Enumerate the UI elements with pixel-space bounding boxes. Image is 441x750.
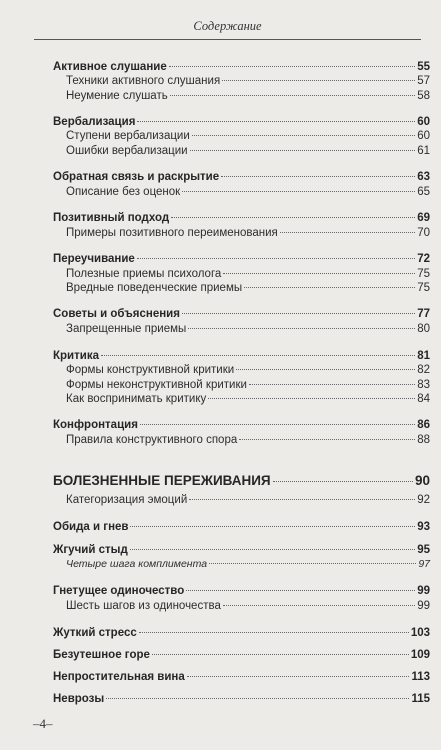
toc-entry: [66, 434, 430, 447]
toc-entry-title: Гнетущее одиночество: [53, 585, 185, 597]
toc-entry: [53, 308, 430, 321]
toc-entry: [66, 600, 430, 613]
toc-entry-page: 80: [417, 323, 430, 335]
toc-entry-title: Неврозы: [53, 693, 105, 705]
toc-entry-page: 75: [417, 282, 430, 294]
toc-entry-title: Непростительная вина: [53, 671, 185, 683]
toc-entry: [53, 521, 430, 534]
toc-entry: [53, 649, 430, 662]
toc-entry: [53, 693, 430, 706]
toc-entry: [53, 116, 430, 129]
dot-leader: [182, 191, 415, 192]
dot-leader: [273, 481, 413, 482]
toc-entry-title: Техники активного слушания: [66, 75, 221, 87]
dot-leader: [137, 121, 415, 122]
toc-entry: [66, 75, 430, 88]
toc-entry: [53, 212, 430, 225]
toc-entry-title: Запрещенные приемы: [66, 323, 187, 335]
toc-entry: [53, 585, 430, 598]
toc-entry-page: 90: [414, 473, 430, 488]
toc-entry-title: Советы и объяснения: [53, 308, 180, 320]
toc-entry: [66, 130, 430, 143]
toc-entry: [66, 186, 430, 199]
toc-entry-title: Жуткий стресс: [53, 627, 137, 639]
toc-entry: [53, 544, 430, 557]
dot-leader: [244, 287, 415, 288]
dot-leader: [170, 95, 416, 96]
dot-leader: [139, 632, 409, 633]
toc-entry-page: 61: [417, 145, 430, 157]
dot-leader: [208, 398, 415, 399]
toc-entry-page: 81: [417, 350, 430, 362]
dot-leader: [188, 328, 415, 329]
dot-leader: [221, 176, 415, 177]
toc-entry-title: Категоризация эмоций: [66, 494, 188, 506]
toc-entry-title: Примеры позитивного переименования: [66, 227, 278, 239]
toc-entry-page: 57: [417, 75, 430, 87]
toc-entry-title: Активное слушание: [53, 61, 167, 73]
toc-entry: [66, 282, 430, 295]
toc-entry: [53, 419, 430, 432]
toc-entry-title: Ступени вербализации: [66, 130, 190, 142]
toc-entry-title: Описание без оценок: [66, 186, 181, 198]
toc-entry-page: 84: [417, 393, 430, 405]
toc-entry-page: 77: [417, 308, 430, 320]
dot-leader: [152, 654, 409, 655]
toc-entry-page: 115: [411, 693, 430, 705]
toc-entry-title: Обида и гнев: [53, 521, 129, 533]
toc-entry: [53, 253, 430, 266]
toc-entry-title: Вредные поведенческие приемы: [66, 282, 243, 294]
toc-entry-title: Конфронтация: [53, 419, 138, 431]
toc-entry: [53, 671, 430, 684]
toc-entry: [66, 227, 430, 240]
toc-entry: [66, 90, 430, 103]
toc-entry-title: Вербализация: [53, 116, 136, 128]
toc-entry: [66, 364, 430, 377]
dot-leader: [190, 150, 416, 151]
toc-entry: [66, 268, 430, 281]
toc-entry-title: Неумение слушать: [66, 90, 168, 102]
toc-entry-title: Формы конструктивной критики: [66, 364, 235, 376]
dot-leader: [130, 549, 415, 550]
toc-entry-page: 60: [417, 116, 430, 128]
toc-entry-page: 92: [417, 494, 430, 506]
toc-section-entry: [53, 474, 430, 487]
header-rule: [34, 39, 421, 40]
toc-entry-page: 72: [417, 253, 430, 265]
toc-entry-title: Позитивный подход: [53, 212, 170, 224]
toc-entry-title: Ошибки вербализации: [66, 145, 188, 157]
dot-leader: [137, 258, 415, 259]
toc-entry: [66, 145, 430, 158]
dot-leader: [189, 499, 415, 500]
dot-leader: [280, 232, 415, 233]
toc-entry-title: Правила конструктивного спора: [66, 434, 238, 446]
toc-entry: [66, 393, 430, 406]
toc-entry: [53, 61, 430, 74]
dot-leader: [249, 384, 415, 385]
dot-leader: [223, 605, 415, 606]
toc-entry-title: Жгучий стыд: [53, 544, 128, 556]
dot-leader: [130, 526, 415, 527]
toc-entry-page: 113: [411, 671, 430, 683]
dot-leader: [171, 217, 415, 218]
toc-entry-page: 86: [417, 419, 430, 431]
toc-entry-page: 70: [417, 227, 430, 239]
toc-entry-title: Как воспринимать критику: [66, 393, 207, 405]
page-number: –4–: [33, 716, 53, 731]
dot-leader: [236, 369, 415, 370]
dot-leader: [106, 698, 409, 699]
toc-entry-page: 75: [417, 268, 430, 280]
toc-entry-page: 93: [417, 521, 430, 533]
toc-entry-title: Полезные приемы психолога: [66, 268, 222, 280]
dot-leader: [169, 66, 415, 67]
dot-leader: [186, 590, 415, 591]
toc-entry-page: 65: [417, 186, 430, 198]
toc-entry-title: Переучивание: [53, 253, 135, 265]
toc-entry-page: 103: [410, 627, 430, 639]
toc-entry-title: Критика: [53, 350, 99, 362]
dot-leader: [192, 135, 415, 136]
toc-entry-title: Шесть шагов из одиночества: [66, 600, 221, 612]
dot-leader: [222, 80, 415, 81]
toc-entry-page: 88: [417, 434, 430, 446]
toc-entry-page: 97: [418, 558, 430, 570]
dot-leader: [140, 424, 415, 425]
toc-entry: [66, 494, 430, 507]
toc-entry-page: 58: [417, 90, 430, 102]
toc-entry-page: 95: [417, 544, 430, 556]
toc-entry: [53, 627, 430, 640]
toc-entry-page: 82: [417, 364, 430, 376]
toc-entry: [66, 558, 430, 571]
dot-leader: [209, 563, 416, 564]
toc-entry-title: Безутешное горе: [53, 649, 150, 661]
dot-leader: [239, 439, 415, 440]
toc-entry-title: БОЛЕЗНЕННЫЕ ПЕРЕЖИВАНИЯ: [53, 473, 271, 488]
toc-entry: [53, 171, 430, 184]
dot-leader: [223, 273, 415, 274]
toc-entry: [66, 323, 430, 336]
toc-entry-page: 55: [417, 61, 430, 73]
dot-leader: [182, 313, 415, 314]
toc-entry-title: Четыре шага комплимента: [66, 558, 208, 570]
toc-entry-page: 69: [417, 212, 430, 224]
toc-entry-page: 63: [417, 171, 430, 183]
toc-entry: [66, 379, 430, 392]
toc-entry: [53, 350, 430, 363]
toc-entry-page: 83: [417, 379, 430, 391]
toc-entry-page: 60: [417, 130, 430, 142]
toc-entry-title: Обратная связь и раскрытие: [53, 171, 220, 183]
dot-leader: [101, 355, 415, 356]
toc-entry-page: 99: [417, 585, 430, 597]
toc-entry-title: Формы неконструктивной критики: [66, 379, 247, 391]
running-header: Содержание: [193, 19, 262, 33]
toc-entry-page: 109: [410, 649, 430, 661]
toc-entry-page: 99: [417, 600, 430, 612]
dot-leader: [187, 676, 410, 677]
